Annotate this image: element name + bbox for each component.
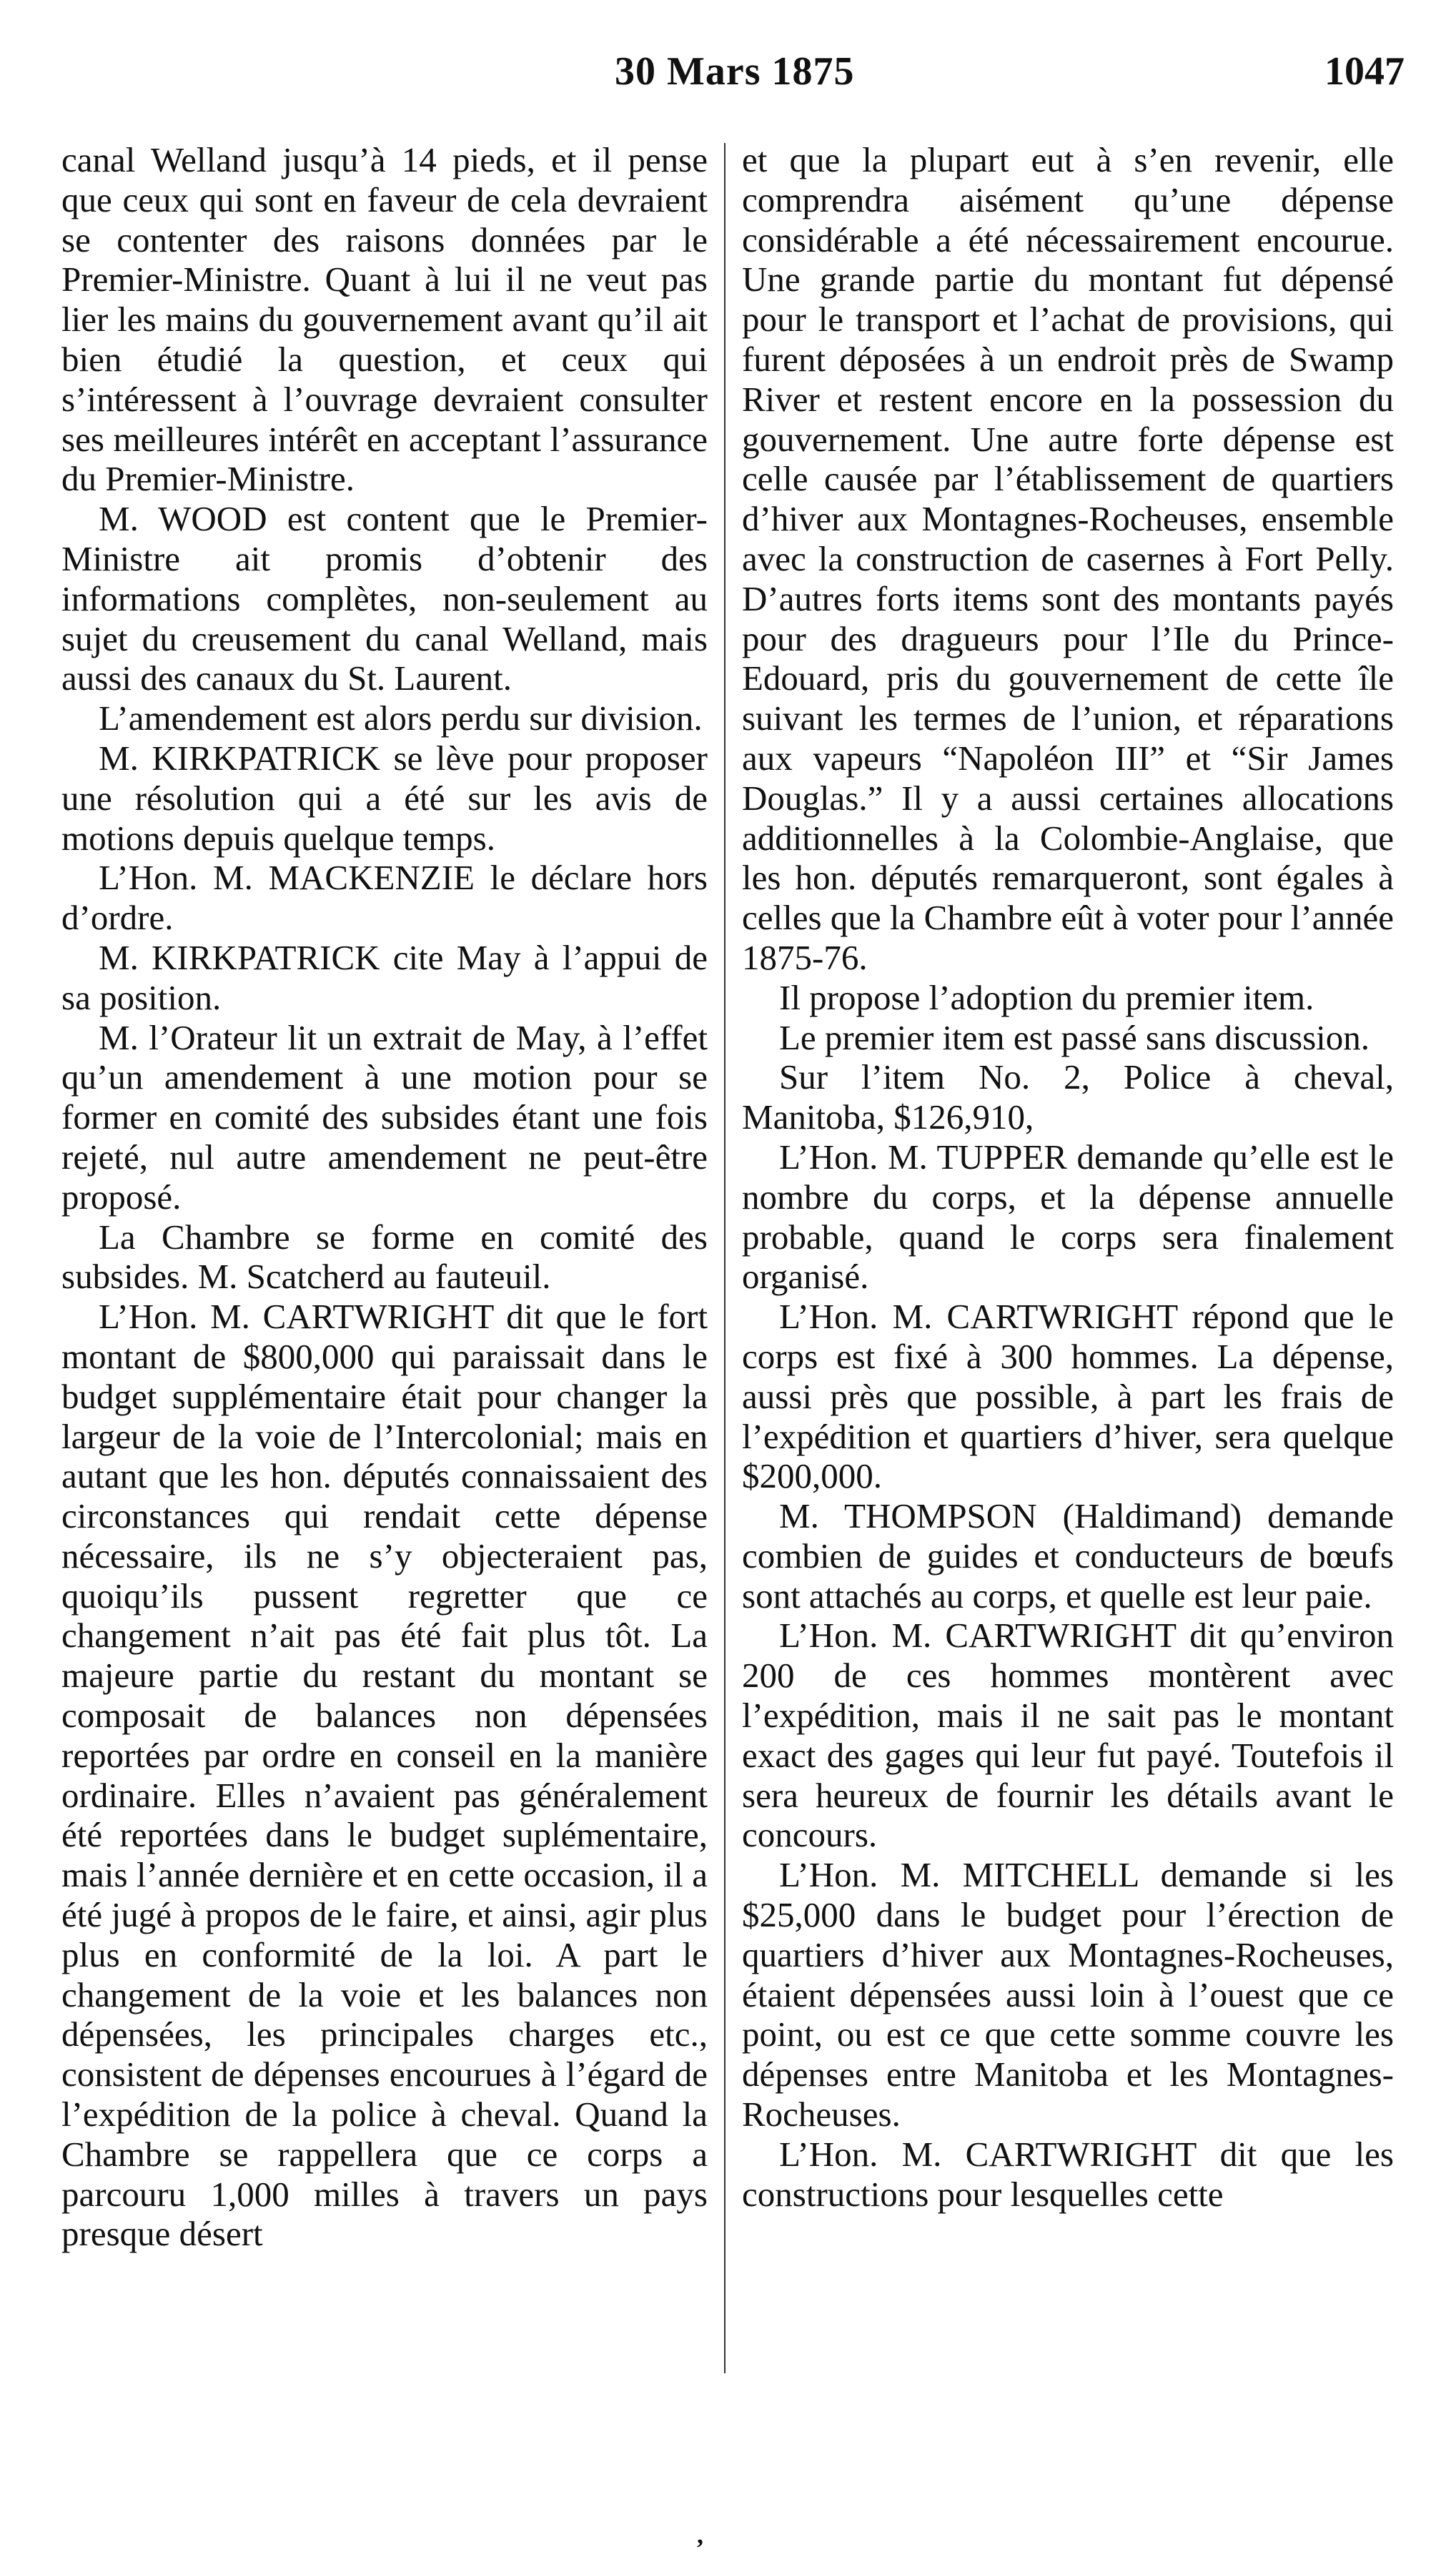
paragraph: L’Hon. M. CARTWRIGHT dit que les constructions pour lesquelles cette xyxy=(742,2134,1394,2214)
paragraph: L’Hon. M. CARTWRIGHT dit que le fort montant de $800,000 qui paraissait dans le budget supplémentaire était pour changer la largeur de la voie de l’Intercolonial; mais en autant que les hon. députés connaissaient des circonstances qui rendait cette dépense nécessaire, ils ne s’y objecteraient pas, quoiqu’ils pussent regretter que ce changement n’ait pas été fait plus tôt. La majeure partie du restant du montant se composait de balances non dépensées reportées par ordre en conseil en la manière ordinaire. Elles n’avaient pas généralement été reportées dans le budget suplémentaire, mais l’année dernière et en cette occasion, il a été jugé à propos de le faire, et ainsi, agir plus plus en conformité de la loi. A part le changement de la voie et les balances non dépensées, les principales charges etc., consistent de dépenses encourues à l’égard de l’expédition de la police à cheval. Quand la Chambre se rappellera que ce corps a parcouru 1,000 milles à travers un pays presque désert xyxy=(61,1297,708,2254)
paragraph: M. KIRKPATRICK se lève pour proposer une résolution qui a été sur les avis de motions depuis quelque temps. xyxy=(61,738,708,858)
paragraph: M. KIRKPATRICK cite May à l’appui de sa position. xyxy=(61,937,708,1017)
paragraph: canal Welland jusqu’à 14 pieds, et il pense que ceux qui sont en faveur de cela devraient se contenter des raisons données par le Premier-Ministre. Quant à lui il ne veut pas lier les mains du gouvernement avant qu’il ait bien étudié la question, et ceux qui s’intéressent à l’ouvrage devraient consulter ses meilleures intérêt en acceptant l’assurance du Premier-Ministre. xyxy=(61,140,708,499)
column-divider xyxy=(724,143,725,2373)
signature-mark: , xyxy=(697,2521,703,2549)
paragraph: M. l’Orateur lit un extrait de May, à l’effet qu’un amendement à une motion pour se former en comité des subsides étant une fois rejeté, nul autre amendement ne peut-être proposé. xyxy=(61,1017,708,1217)
right-column xyxy=(742,140,1394,2214)
paragraph: M. WOOD est content que le Premier-Ministre ait promis d’obtenir des informations complètes, non-seulement au sujet du creusement du canal Welland, mais aussi des canaux du St. Laurent. xyxy=(61,499,708,698)
page-number: 1047 xyxy=(1324,49,1405,94)
paragraph: L’Hon. M. MACKENZIE le déclare hors d’ordre. xyxy=(61,858,708,938)
left-column xyxy=(61,140,708,2254)
paragraph: La Chambre se forme en comité des subsides. M. Scatcherd au fauteuil. xyxy=(61,1217,708,1297)
paragraph: L’Hon. M. MITCHELL demande si les $25,000 dans le budget pour l’érection de quartiers d’hiver aux Montagnes-Rocheuses, étaient dépensées aussi loin à l’ouest que ce point, ou est ce que cette somme couvre les dépenses entre Manitoba et les Montagnes-Rocheuses. xyxy=(742,1855,1394,2135)
paragraph: Le premier item est passé sans discussion. xyxy=(779,1017,1370,1057)
paragraph: et que la plupart eut à s’en revenir, elle comprendra aisément qu’une dépense considérable a été nécessairement encourue. Une grande partie du montant fut dépensé pour le transport et l’achat de provisions, qui furent déposées à un endroit près de Swamp River et restent encore en la possession du gouvernement. Une autre forte dépense est celle causée par l’établissement de quartiers d’hiver aux Montagnes-Rocheuses, ensemble avec la construction de casernes à Fort Pelly. D’autres forts items sont des montants payés pour des dragueurs pour l’Ile du Prince-Edouard, pris du gouvernement de cette île suivant les termes de l’union, et réparations aux vapeurs “Napoléon III” et “Sir James Douglas.” Il y a aussi certaines allocations additionnelles à la Colombie-Anglaise, que les hon. députés remarqueront, sont égales à celles que la Chambre eût à voter pour l’année 1875-76. xyxy=(742,140,1394,977)
paragraph: Il propose l’adoption du premier item. xyxy=(779,977,1314,1017)
paragraph: Sur l’item No. 2, Police à cheval, Manitoba, $126,910, xyxy=(742,1057,1394,1137)
paragraph: L’Hon. M. CARTWRIGHT répond que le corps est fixé à 300 hommes. La dépense, aussi près que possible, à part les frais de l’expédition et quartiers d’hiver, sera quelque $200,000. xyxy=(742,1297,1394,1496)
paragraph: M. THOMPSON (Haldimand) demande combien de guides et conducteurs de bœufs sont attachés au corps, et quelle est leur paie. xyxy=(742,1496,1394,1616)
paragraph: L’Hon. M. TUPPER demande qu’elle est le nombre du corps, et la dépense annuelle probable, quand le corps sera finalement organisé. xyxy=(742,1137,1394,1297)
paragraph: L’amendement est alors perdu sur division. xyxy=(99,698,703,738)
header-date: 30 Mars 1875 xyxy=(615,49,855,94)
running-header xyxy=(0,49,1456,113)
paragraph: L’Hon. M. CARTWRIGHT dit qu’environ 200 de ces hommes montèrent avec l’expédition, mais il ne sait pas le montant exact des gages qui leur fut payé. Toutefois il sera heureux de fournir les détails avant le concours. xyxy=(742,1616,1394,1855)
